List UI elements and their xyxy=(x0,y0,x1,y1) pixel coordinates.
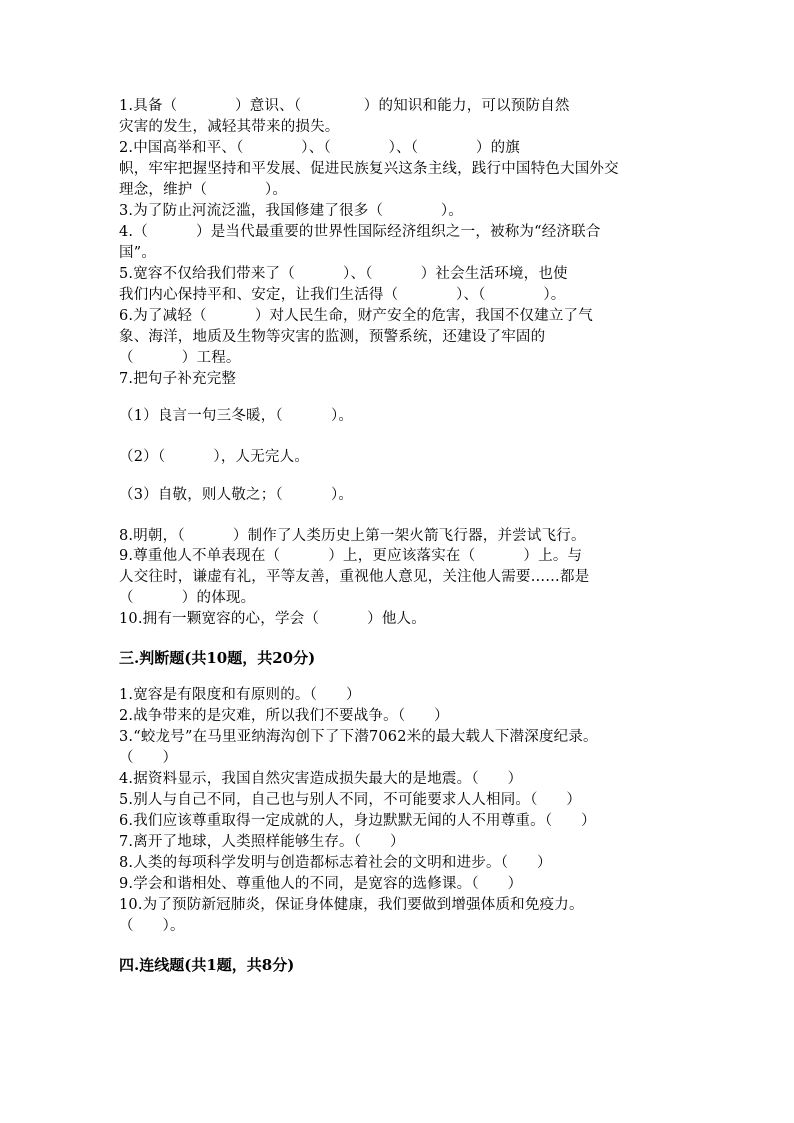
judge-line-11: 10.为了预防新冠肺炎，保证身体健康，我们要做到增强体质和免疫力。 xyxy=(119,897,584,913)
fill-blank-line-12: 象、海洋，地质及生物等灾害的监测，预警系统，还建设了牢固的 xyxy=(119,329,546,345)
judge-line-12: （ ）。 xyxy=(119,918,185,934)
fill-blank-line-5: 理念，维护（ ）。 xyxy=(119,182,288,198)
fill-blank-line-15: （1）良言一句三冬暖，（ ）。 xyxy=(119,408,354,424)
fill-blank-line-22: 10.拥有一颗宽容的心，学会（ ）他人。 xyxy=(119,611,426,627)
fill-blank-line-10: 我们内心保持平和、安定，让我们生活得（ ）、（ ）。 xyxy=(119,287,566,303)
fill-blank-line-6: 3.为了防止河流泛滥，我国修建了很多（ ）。 xyxy=(119,203,463,219)
judge-line-3: 3.“蛟龙号”在马里亚纳海沟创下了下潜7062米的最大载人下潜深度纪录。 xyxy=(119,729,598,745)
fill-blank-line-9: 5.宽容不仅给我们带来了（ ）、（ ）社会生活环境，也使 xyxy=(119,266,568,282)
judge-line-1: 1.宽容是有限度和有原则的。（ ） xyxy=(119,687,361,703)
matching-section-heading: 四.连线题(共1题，共8分) xyxy=(119,956,295,974)
judge-line-10: 9.学会和谐相处、尊重他人的不同，是宽容的选修课。（ ） xyxy=(119,876,523,892)
judge-line-6: 5.别人与自己不同，自己也与别人不同，不可能要求人人相同。（ ） xyxy=(119,792,582,808)
fill-blank-line-13: （ ）工程。 xyxy=(119,350,241,366)
judge-line-4: （ ） xyxy=(119,750,178,766)
fill-blank-line-3: 2.中国高举和平、（ ）、（ ）、（ ）的旗 xyxy=(119,140,521,156)
fill-blank-line-8: 国”。 xyxy=(119,245,157,261)
judge-line-8: 7.离开了地球，人类照样能够生存。（ ） xyxy=(119,834,405,850)
fill-blank-line-16: （2）（ ），人无完人。 xyxy=(119,449,310,465)
judge-line-5: 4.据资料显示，我国自然灾害造成损失最大的是地震。（ ） xyxy=(119,771,523,787)
fill-blank-line-17: （3）自敬，则人敬之；（ ）。 xyxy=(119,487,354,503)
fill-blank-line-4: 帜，牢牢把握坚持和平发展、促进民族复兴这条主线，践行中国特色大国外交 xyxy=(119,161,619,177)
fill-blank-line-21: （ ）的体现。 xyxy=(119,590,256,606)
judge-section-heading: 三.判断题(共10题，共20分) xyxy=(119,649,316,667)
fill-blank-line-18: 8.明朝，（ ）制作了人类历史上第一架火箭飞行器，并尝试飞行。 xyxy=(119,528,586,544)
judge-line-7: 6.我们应该尊重取得一定成就的人，身边默默无闻的人不用尊重。（ ） xyxy=(119,813,596,829)
fill-blank-line-14: 7.把句子补充完整 xyxy=(119,371,237,387)
judge-line-9: 8.人类的每项科学发明与创造都标志着社会的文明和进步。（ ） xyxy=(119,855,552,871)
fill-blank-line-11: 6.为了减轻（ ）对人民生命，财产安全的危害，我国不仅建立了气 xyxy=(119,308,593,324)
fill-blank-line-20: 人交往时，谦虚有礼，平等友善，重视他人意见，关注他人需要……都是 xyxy=(119,569,590,585)
fill-blank-line-1: 1.具备（ ）意识、（ ）的知识和能力，可以预防自然 xyxy=(119,98,570,114)
fill-blank-line-19: 9.尊重他人不单表现在（ ）上，更应该落实在（ ）上。与 xyxy=(119,548,583,564)
fill-blank-line-2: 灾害的发生，减轻其带来的损失。 xyxy=(119,119,340,135)
fill-blank-line-7: 4.（ ）是当代最重要的世界性国际经济组织之一，被称为“经济联合 xyxy=(119,224,601,240)
judge-line-2: 2.战争带来的是灾难，所以我们不要战争。（ ） xyxy=(119,708,449,724)
